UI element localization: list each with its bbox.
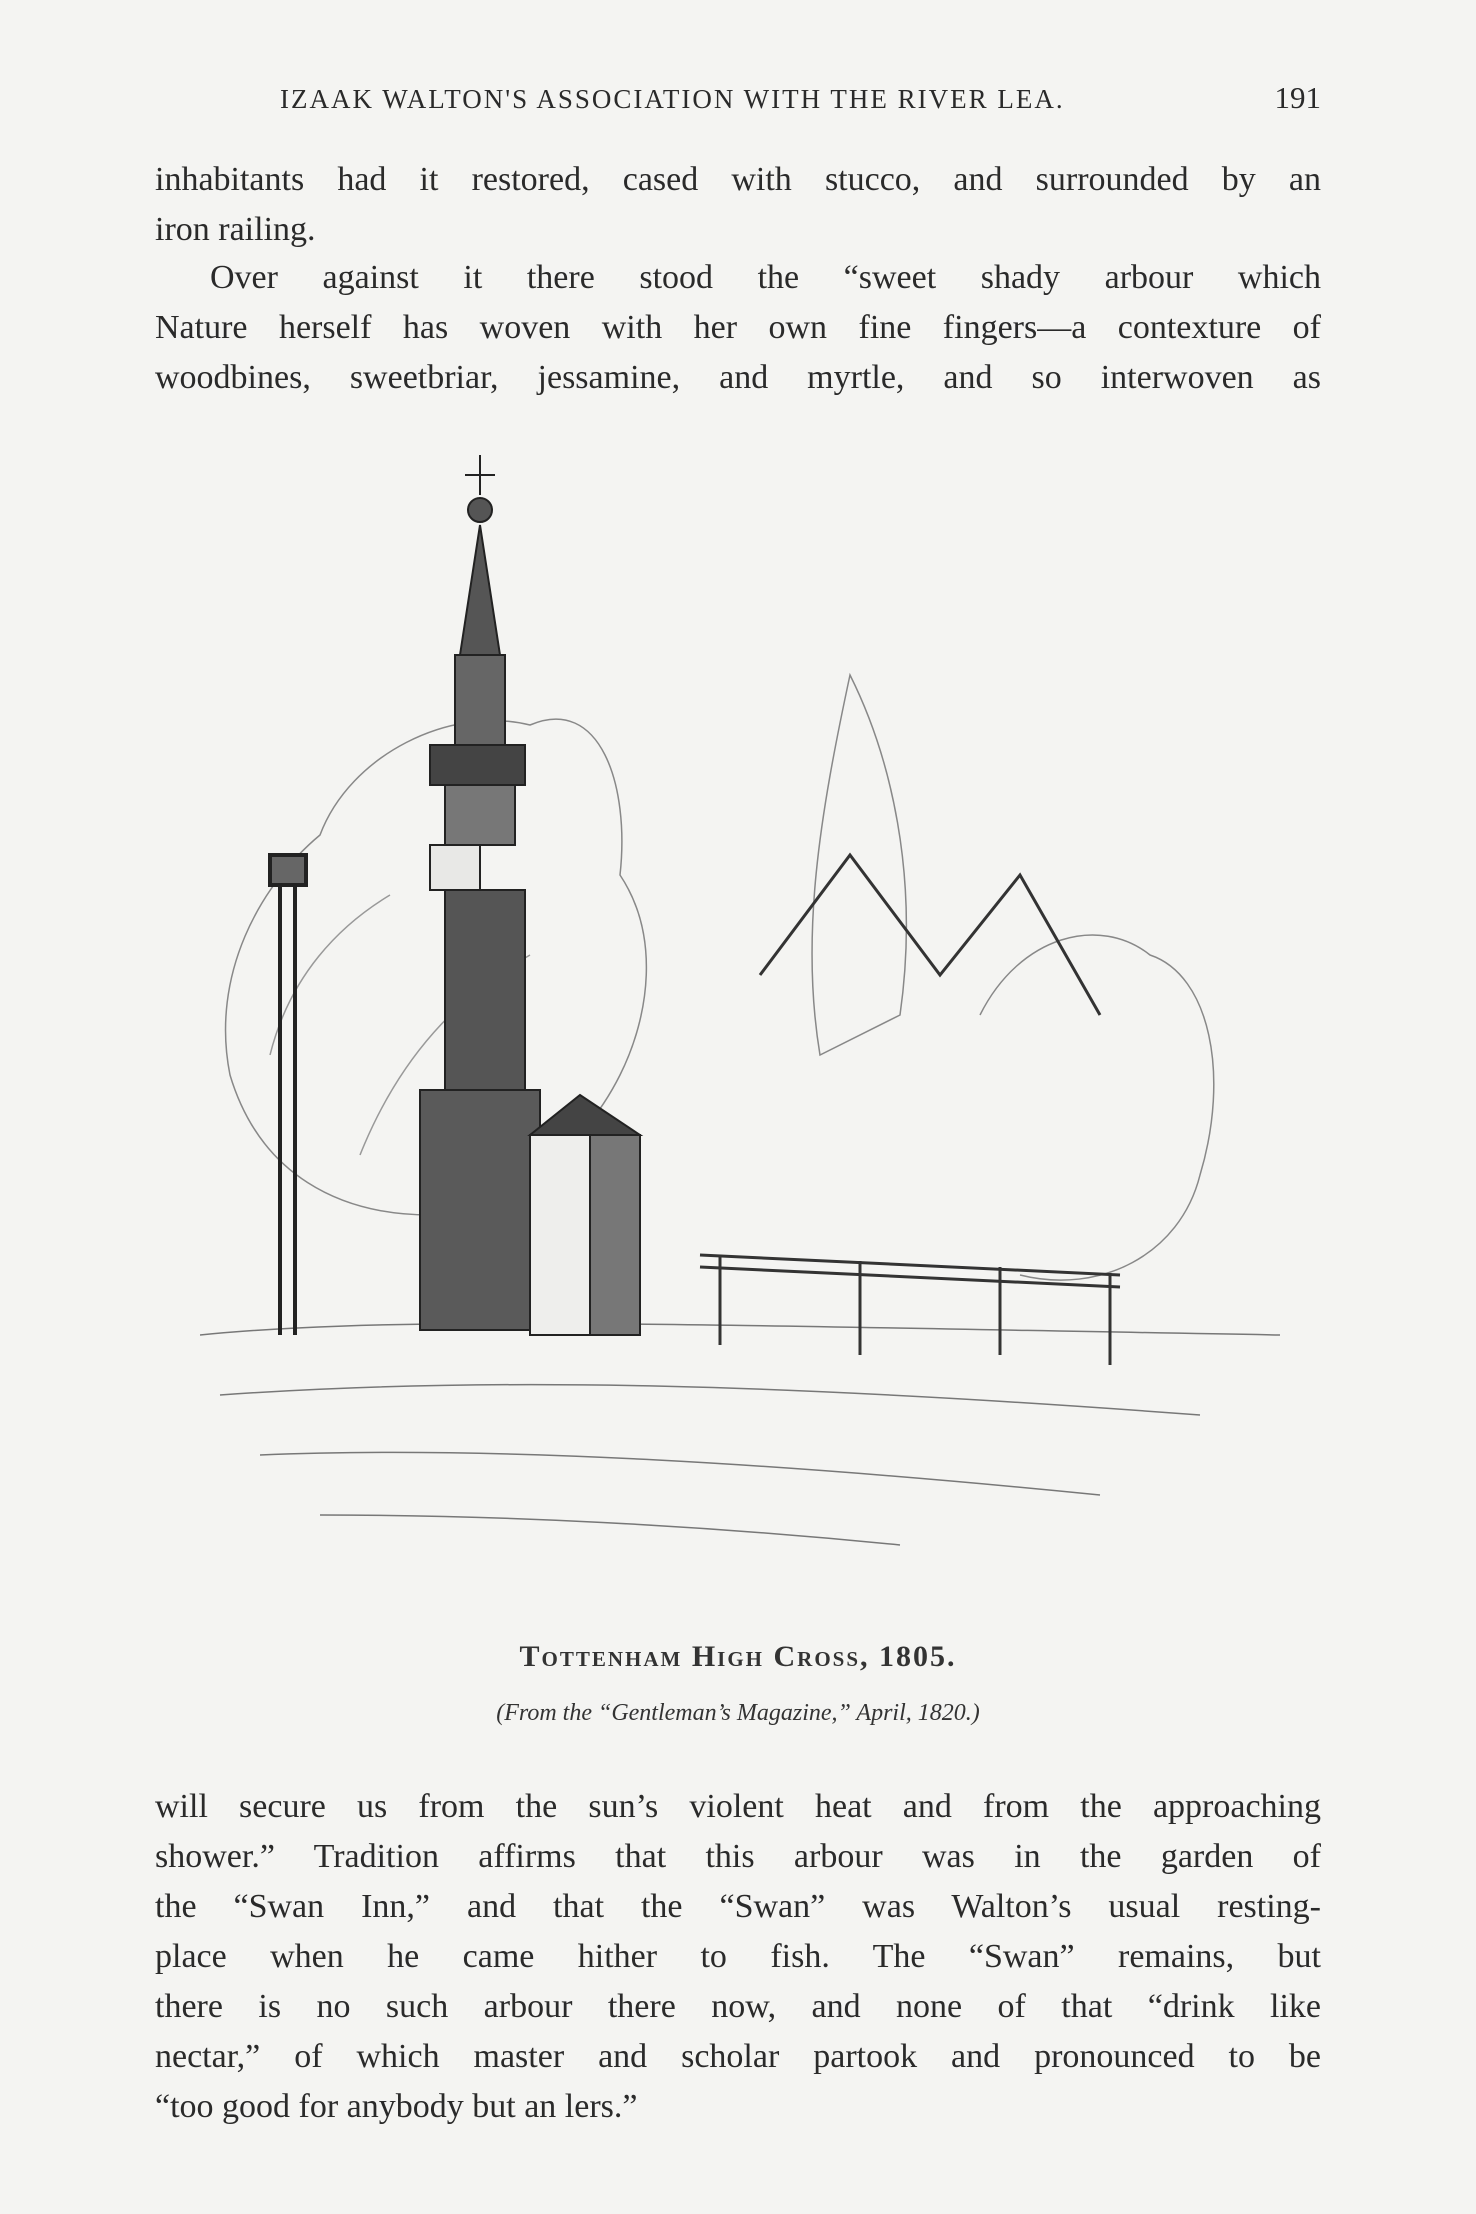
high-cross (420, 455, 540, 1330)
page-header (155, 80, 1321, 120)
figure-caption-title: Tottenham High Cross, 1805. (519, 1640, 957, 1673)
text-line: Nature herself has woven with her own fine fingers—a contexture of (155, 309, 1321, 346)
text-line: will secure us from the sun’s violent heat and from the approaching (155, 1788, 1321, 1825)
text-line: there is no such arbour there now, and none of that “drink like (155, 1988, 1321, 2025)
text-line: Over against it there stood the “sweet shady arbour which (210, 259, 1321, 296)
sentry-box (530, 1095, 640, 1335)
text-line: “too good for anybody but an lers.” (155, 2088, 638, 2125)
text-line: nectar,” of which master and scholar partook and pronounced to be (155, 2038, 1321, 2075)
text-line: woodbines, sweetbriar, jessamine, and myrtle, and so interwoven as (155, 359, 1321, 396)
text-line: iron railing. (155, 211, 316, 248)
fence (700, 915, 1120, 1365)
ground (200, 1323, 1280, 1545)
text-line: inhabitants had it restored, cased with stucco, and surrounded by an (155, 161, 1321, 198)
text-line: shower.” Tradition affirms that this arbour was in the garden of (155, 1838, 1321, 1875)
text-line: the “Swan Inn,” and that the “Swan” was Walton’s usual resting- (155, 1888, 1321, 1925)
page-number: 191 (1274, 80, 1321, 115)
paragraph-1 (155, 155, 1321, 255)
house-roof (760, 855, 1100, 1015)
running-head: IZAAK WALTON'S ASSOCIATION WITH THE RIVER LEA. (280, 84, 1065, 114)
engraving-svg (200, 455, 1280, 1635)
lamp-post (270, 855, 306, 1335)
engraving-illustration (200, 455, 1280, 1635)
figure-caption-source: (From the “Gentleman’s Magazine,” April, 1820.) (496, 1700, 980, 1726)
paragraph-2 (155, 253, 1321, 403)
paragraph-3 (155, 1782, 1321, 2132)
text-line: place when he came hither to fish. The “Swan” remains, but (155, 1938, 1321, 1975)
